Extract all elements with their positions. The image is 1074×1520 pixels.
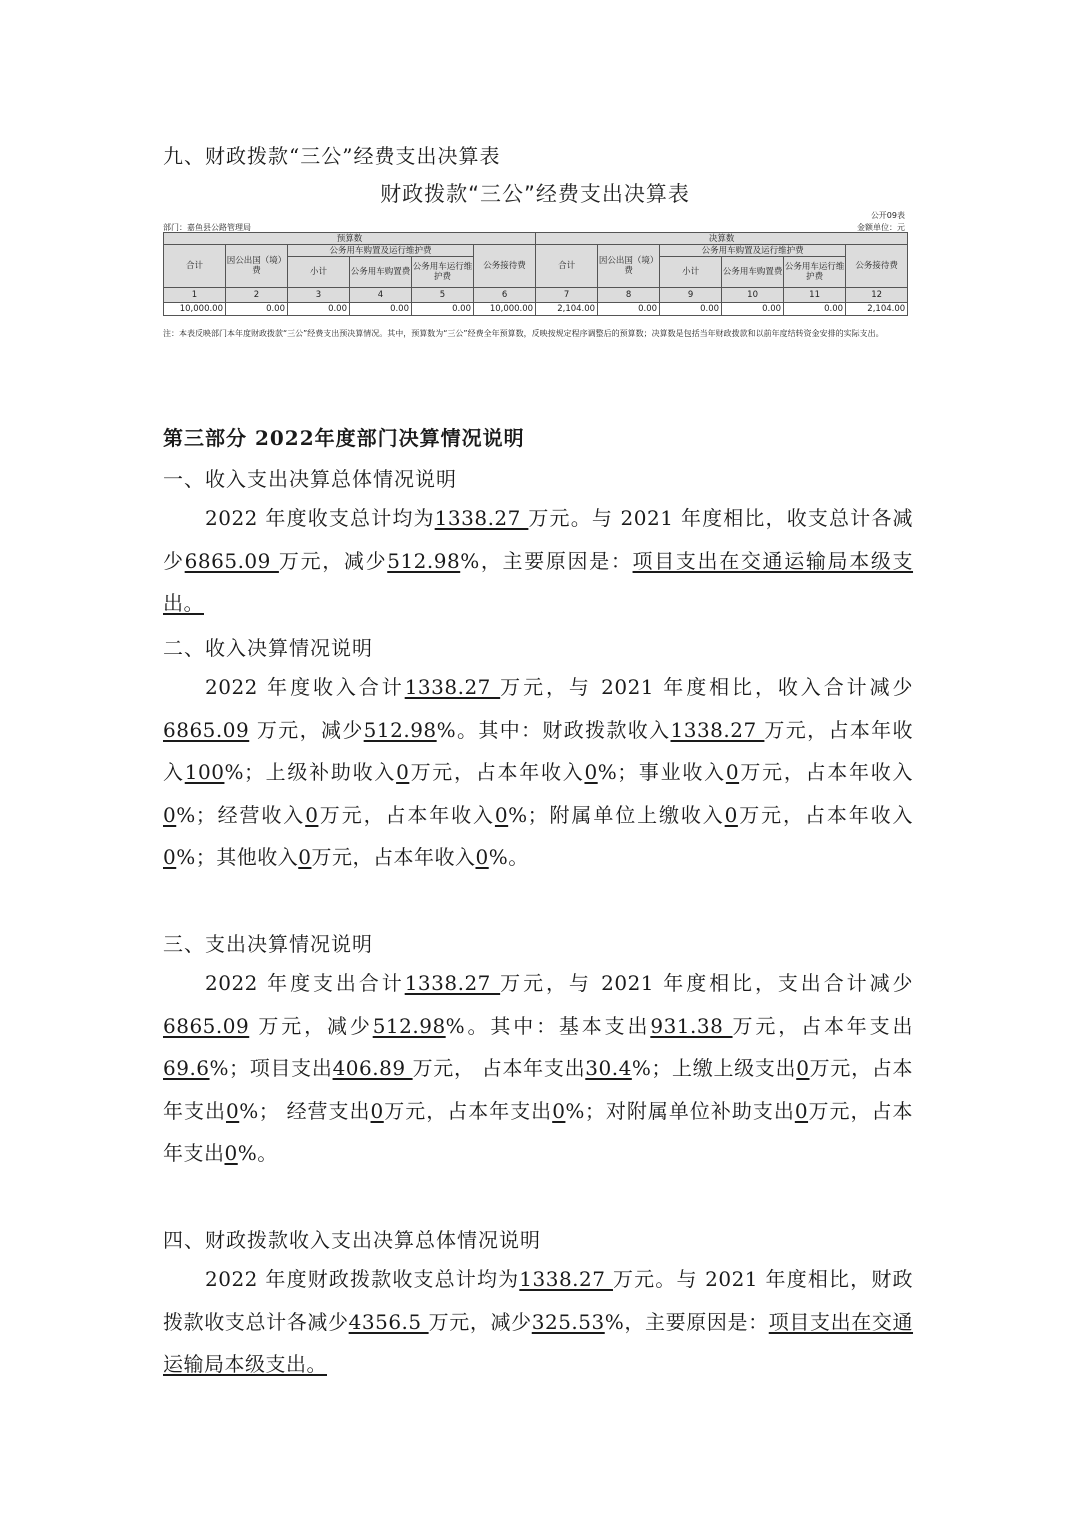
text: 万元，与 2021 年度相比，收入合计减少 — [500, 675, 913, 699]
table-cell: 2,104.00 — [536, 303, 598, 316]
value: 100 — [184, 760, 225, 784]
header-final: 决算数 — [536, 233, 908, 245]
col-number: 1 — [164, 288, 226, 303]
col-number: 9 — [660, 288, 722, 303]
text: %。其中：财政拨款收入 — [436, 717, 671, 742]
header-abroad: 因公出国（境）费 — [226, 245, 288, 288]
header-purchase: 公务用车购置费 — [350, 257, 412, 288]
text: 万元，占本年支出 — [383, 1098, 553, 1123]
value: 0 — [305, 802, 319, 827]
text: %；经营收入 — [176, 802, 306, 827]
text: 万元，占本年收入 — [409, 760, 585, 784]
value: 1338.27 — [434, 506, 529, 530]
text: 万元，占本年收入 — [163, 717, 914, 784]
text: %。其中：基本支出 — [445, 1013, 651, 1038]
text: 万元，占本年支出 — [163, 1056, 913, 1123]
table-cell: 0.00 — [412, 303, 474, 316]
text: 万元，占本年支出 — [163, 1098, 914, 1165]
section-four-paragraph — [163, 1258, 913, 1386]
value: 512.98 — [387, 548, 461, 573]
value: 0 — [163, 802, 177, 827]
header-vehicle: 公务用车购置及运行维护费 — [660, 245, 846, 257]
text: 万元，占本年收入 — [318, 802, 495, 827]
header-reception: 公务接待费 — [474, 245, 536, 288]
text: 万元，减少 — [278, 548, 388, 573]
value: 1338.27 — [519, 1267, 613, 1291]
section-three-paragraph — [163, 962, 913, 1175]
expense-table — [163, 232, 908, 316]
header-budget: 预算数 — [164, 233, 536, 245]
text: %；事业收入 — [597, 760, 726, 784]
text: %；上缴上级支出 — [631, 1056, 797, 1080]
value: 0 — [163, 845, 177, 869]
text: 2022 年度收入合计 — [205, 675, 405, 699]
value: 0 — [552, 1098, 566, 1123]
table-form-number: 公开09表 — [870, 211, 905, 220]
col-number: 12 — [846, 288, 908, 303]
col-number: 2 — [226, 288, 288, 303]
header-running: 公务用车运行维护费 — [412, 257, 474, 288]
header-subtotal: 小计 — [660, 257, 722, 288]
table-cell: 0.00 — [350, 303, 412, 316]
text: %；项目支出 — [209, 1056, 333, 1080]
table-cell: 0.00 — [288, 303, 350, 316]
value: 512.98 — [372, 1013, 446, 1038]
text: 2022 年度支出合计 — [205, 971, 405, 995]
text: %。 — [237, 1141, 278, 1165]
value: 4356.5 — [348, 1309, 429, 1334]
text: 2022 年度收支总计均为 — [205, 506, 435, 530]
text: 万元，占本年支出 — [732, 1013, 914, 1038]
col-number: 8 — [598, 288, 660, 303]
value: 0 — [396, 760, 410, 784]
value: 0 — [494, 802, 509, 827]
col-number: 10 — [722, 288, 784, 303]
reason: 项目支出在交通运输局本级支出。 — [163, 1309, 914, 1376]
table-cell: 0.00 — [598, 303, 660, 316]
three-public-expenses-table — [163, 178, 907, 364]
header-total: 合计 — [536, 245, 598, 288]
section-heading-two: 二、收入决算情况说明 — [163, 636, 373, 660]
value: 0 — [794, 1098, 809, 1123]
col-number: 4 — [350, 288, 412, 303]
col-number: 6 — [474, 288, 536, 303]
text: 万元，减少 — [249, 1013, 373, 1038]
section-heading-four: 四、财政拨款收入支出决算总体情况说明 — [163, 1228, 541, 1252]
value: 325.53 — [531, 1309, 605, 1334]
table-title: 财政拨款“三公”经费支出决算表 — [380, 182, 690, 206]
text: 万元，与 2021 年度相比，支出合计减少 — [500, 971, 913, 995]
text: 万元，减少 — [249, 717, 364, 742]
part-three-heading: 第三部分 2022年度部门决算情况说明 — [163, 426, 525, 450]
header-abroad: 因公出国（境）费 — [598, 245, 660, 288]
table-cell: 0.00 — [784, 303, 846, 316]
col-number: 3 — [288, 288, 350, 303]
value: 931.38 — [650, 1013, 733, 1038]
value: 6865.09 — [163, 1013, 250, 1038]
table-note: 注：本表反映部门本年度财政拨款“三公”经费支出预决算情况。其中，预算数为“三公”经费全年预算数，反映按规定程序调整后的预算数；决算数是包括当年财政拨款和以前年度结转资金安排的实际支出。 — [163, 329, 884, 338]
value: 0 — [370, 1098, 384, 1123]
col-number: 5 — [412, 288, 474, 303]
header-purchase: 公务用车购置费 — [722, 257, 784, 288]
section-heading-three: 三、支出决算情况说明 — [163, 932, 373, 956]
header-subtotal: 小计 — [288, 257, 350, 288]
table-unit: 金额单位：元 — [857, 223, 905, 232]
text: %。 — [488, 845, 529, 869]
value: 0 — [224, 1141, 238, 1165]
text: 万元，减少 — [428, 1309, 532, 1334]
value: 0 — [796, 1056, 810, 1080]
header-reception: 公务接待费 — [846, 245, 908, 288]
value: 1338.27 — [404, 675, 501, 699]
table-cell: 0.00 — [660, 303, 722, 316]
reason: 项目支出在交通运输局本级支出。 — [163, 548, 914, 615]
value: 69.6 — [163, 1056, 210, 1080]
section-heading-nine: 九、财政拨款“三公”经费支出决算表 — [163, 144, 501, 168]
value: 6865.09 — [163, 717, 250, 742]
value: 0 — [298, 845, 312, 869]
table-cell: 10,000.00 — [164, 303, 226, 316]
value: 30.4 — [585, 1056, 632, 1080]
text: %；附属单位上缴收入 — [508, 802, 725, 827]
text: 2022 年度财政拨款收支总计均为 — [205, 1267, 520, 1291]
text: %；上级补助收入 — [224, 760, 397, 784]
value: 0 — [475, 845, 489, 869]
text: 万元，占本年收入 — [737, 802, 913, 827]
table-cell: 10,000.00 — [474, 303, 536, 316]
table-cell: 0.00 — [722, 303, 784, 316]
value: 0 — [724, 802, 738, 827]
text: %，主要原因是： — [604, 1309, 769, 1334]
col-number: 7 — [536, 288, 598, 303]
header-running: 公务用车运行维护费 — [784, 257, 846, 288]
text: 万元，占本年收入 — [739, 760, 913, 784]
value: 0 — [584, 760, 598, 784]
text: 万元， 占本年支出 — [412, 1056, 586, 1080]
text: %；对附属单位补助支出 — [565, 1098, 795, 1123]
text: %；其他收入 — [176, 845, 299, 869]
text: %，主要原因是： — [460, 548, 633, 573]
value: 6865.09 — [184, 548, 279, 573]
text: %； 经营支出 — [239, 1098, 371, 1123]
section-heading-one: 一、收入支出决算总体情况说明 — [163, 467, 457, 491]
section-two-paragraph — [163, 666, 913, 879]
value: 1338.27 — [670, 717, 765, 742]
value: 0 — [225, 1098, 240, 1123]
header-total: 合计 — [164, 245, 226, 288]
table-cell: 0.00 — [226, 303, 288, 316]
table-cell: 2,104.00 — [846, 303, 908, 316]
value: 406.89 — [332, 1056, 413, 1080]
col-number: 11 — [784, 288, 846, 303]
text: 万元。与 2021 年度相比，财政拨款收支总计各减少 — [163, 1267, 913, 1334]
text: 万元。与 2021 年度相比，收支总计各减少 — [163, 506, 913, 573]
section-one-paragraph — [163, 497, 913, 625]
value: 0 — [725, 760, 740, 784]
table-department: 部门：嘉鱼县公路管理局 — [163, 223, 251, 232]
value: 1338.27 — [404, 971, 501, 995]
header-vehicle: 公务用车购置及运行维护费 — [288, 245, 474, 257]
text: 万元，占本年收入 — [311, 845, 476, 869]
value: 512.98 — [363, 717, 437, 742]
